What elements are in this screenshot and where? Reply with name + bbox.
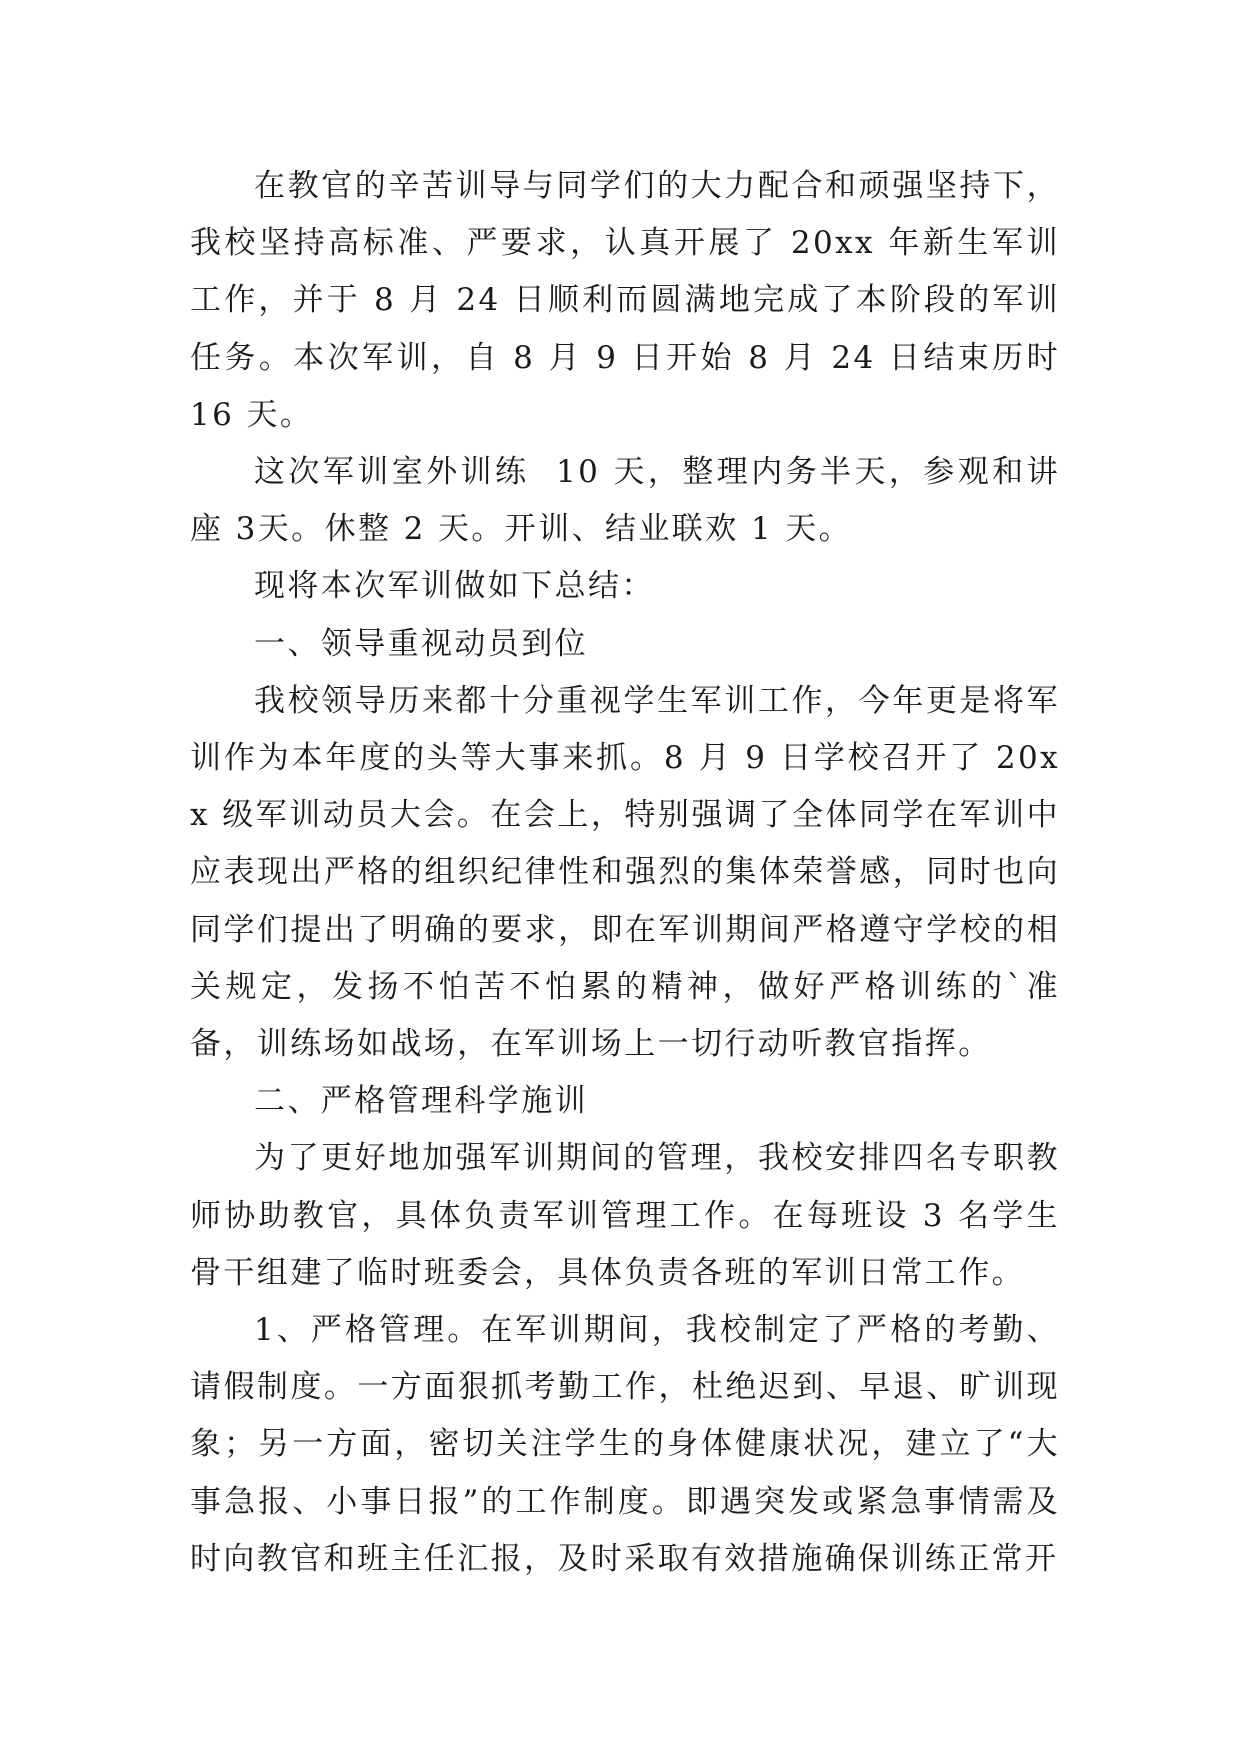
text-line: 定，发扬不怕苦不怕累的精神，做好严格训练的`准备，训 bbox=[190, 968, 1060, 1063]
text-line: 师协助教官，具体负责军训管理工作。在每班设 3 名学生骨 bbox=[190, 1197, 1060, 1291]
document-body bbox=[190, 158, 1073, 1588]
text-line: 干组建了临时班委会，具体负责各班的军训日常工作。 bbox=[223, 1254, 1026, 1291]
text-line: 事急报、小事日报”的工作制度。即遇突发或紧急事情需及 bbox=[190, 1483, 1060, 1520]
text-line: 时向教官和班主任汇报，及时采取有效措施确保训练正常开 bbox=[190, 1540, 1059, 1577]
text-line: 本次军训，自 8 月 9 日开始 8 月 24 日结束历时 16 天。 bbox=[190, 339, 1073, 433]
paragraph-management bbox=[190, 1130, 1060, 1302]
text-line: 在教官的辛苦训导与同学们的大力配合和顽强坚持下， bbox=[254, 168, 1060, 204]
text-line: 训作为本年度的头等大事来抓。8 月 9 日学校召开了 20xx 级 bbox=[190, 740, 1060, 834]
text-line: 作，并于 8 月 24 日顺利而圆满地完成了本阶段的军训任务。 bbox=[190, 282, 1060, 376]
paragraph-intro bbox=[190, 158, 1073, 444]
paragraph-schedule bbox=[190, 444, 1060, 558]
text-line: 为了更好地加强军训期间的管理，我校安排四名专职教 bbox=[254, 1140, 1060, 1177]
section-heading-1 bbox=[190, 616, 1060, 673]
paragraph-leadership bbox=[190, 673, 1060, 1073]
text-line: 们提出了明确的要求，即在军训期间严格遵守学校的相关规 bbox=[190, 911, 1060, 1005]
text-line: 象；另一方面，密切关注学生的身体健康状况，建立了“大 bbox=[190, 1426, 1060, 1463]
paragraph-summary-lead bbox=[190, 558, 1060, 615]
text-line: 军训动员大会。在会上，特别强调了全体同学在军训中应表 bbox=[190, 797, 1060, 891]
text-line: 我校领导历来都十分重视学生军训工作，今年更是将军 bbox=[254, 682, 1060, 719]
text-line: 这次军训室外训练 10 天，整理内务半天，参观和讲座 3 bbox=[190, 454, 1060, 548]
text-line: 请假制度。一方面狠抓考勤工作，杜绝迟到、早退、旷训现 bbox=[190, 1369, 1060, 1406]
text-line: 二、严格管理科学施训 bbox=[254, 1083, 588, 1120]
text-line: 天。休整 2 天。开训、结业联欢 1 天。 bbox=[257, 511, 853, 548]
section-heading-2 bbox=[190, 1073, 1060, 1130]
paragraph-strict-management bbox=[190, 1302, 1060, 1588]
text-line: 练场如战场，在军训场上一切行动听教官指挥。 bbox=[290, 1026, 992, 1063]
text-line: 一、领导重视动员到位 bbox=[254, 625, 588, 662]
text-line: 1、严格管理。在军训期间，我校制定了严格的考勤、 bbox=[254, 1312, 1060, 1349]
text-line: 我校坚持高标准、严要求，认真开展了 20xx 年新生军训工 bbox=[190, 225, 1060, 319]
text-line: 现将本次军训做如下总结： bbox=[254, 568, 655, 605]
text-line: 现出严格的组织纪律性和强烈的集体荣誉感，同时也向同学 bbox=[190, 854, 1060, 948]
